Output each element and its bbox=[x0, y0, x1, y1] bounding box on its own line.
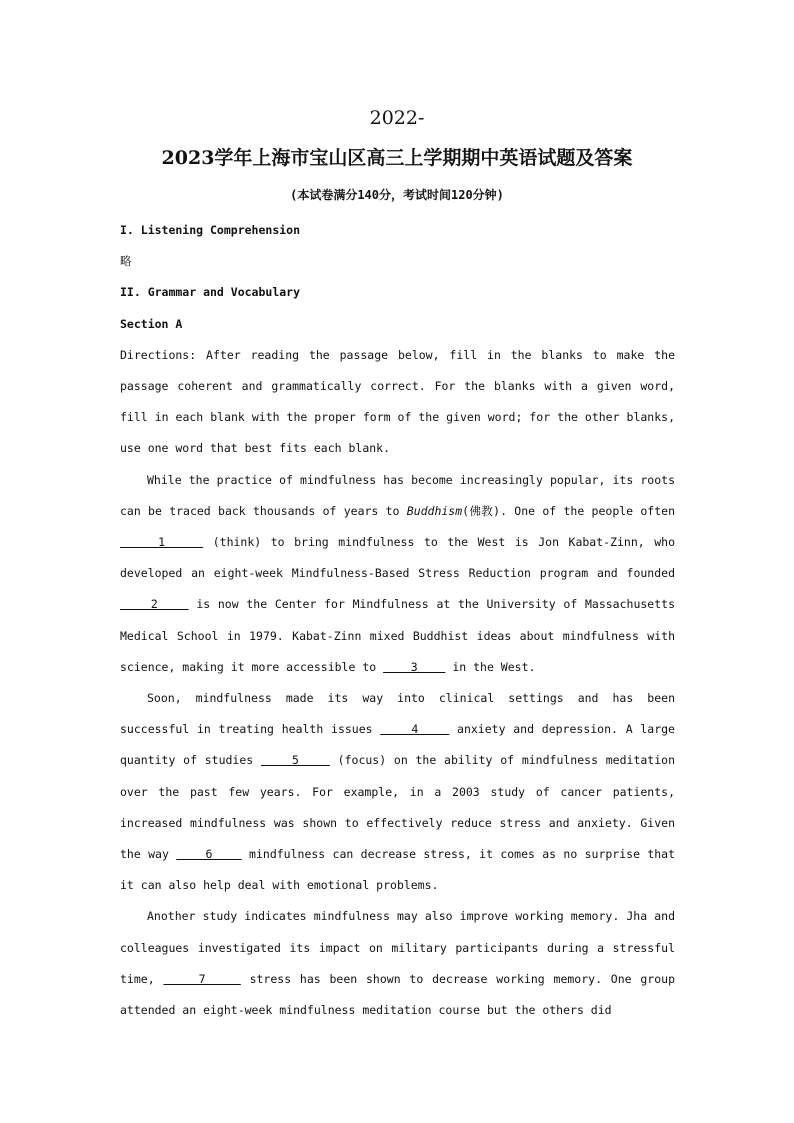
p2-text-1: Soon, mindfulness made its way into clinical settings and has been successful in treating health issues bbox=[120, 691, 675, 737]
p2-text-4: mindfulness can decrease stress, it comes as no surprise that it can also help deal with emotional problems. bbox=[120, 847, 676, 893]
p1-text-5: in the West. bbox=[445, 659, 536, 674]
section1-heading: I. Listening Comprehension bbox=[120, 223, 301, 237]
p2-text-3: (focus) on the ability of mindfulness meditation over the past few years. For example, in a 2003 study of cancer patients, increased mindfulness was shown to effectively reduce stress and anxiety. Given the way bbox=[120, 753, 675, 862]
title-line-2: 2023学年上海市宝山区高三上学期期中英语试题及答案 bbox=[161, 147, 633, 169]
passage-paragraph-1 bbox=[120, 465, 675, 683]
passage-paragraph-3 bbox=[120, 901, 675, 1026]
p3-text-2: stress has been shown to decrease working memory. One group attended an eight-week mindfulness meditation course but the others did bbox=[120, 971, 675, 1018]
document-body bbox=[120, 215, 675, 1026]
section2a-heading: Section A bbox=[120, 316, 183, 331]
exam-subtitle: (本试卷满分140分，考试时间120分钟) bbox=[290, 188, 504, 202]
directions: Directions: After reading the passage below, fill in the blanks to make the passage coherent and grammatically correct. For the blanks with a given word, fill in each blank with the proper form of the given word; for the other blanks, use one word that best fits each blank. bbox=[120, 347, 675, 456]
p3-text-1: Another study indicates mindfulness may also improve working memory. Jha and colleagues investigated its impact on military participants during a stressful time, bbox=[120, 909, 675, 986]
passage-paragraph-2 bbox=[120, 683, 675, 901]
p2-text-2: anxiety and depression. A large quantity of studies bbox=[120, 722, 675, 768]
blank-5: 5 bbox=[260, 753, 330, 768]
blank-1: 1 bbox=[120, 535, 204, 550]
section1-note: 略 bbox=[120, 254, 132, 269]
blank-7: 7 bbox=[163, 971, 241, 986]
section2-heading: II. Grammar and Vocabulary bbox=[120, 285, 301, 300]
p1-italic-term: Buddhism bbox=[406, 503, 463, 518]
title-line-1: 2022- bbox=[369, 107, 425, 129]
blank-3: 3 bbox=[383, 659, 446, 674]
p1-text-4: is now the Center for Mindfulness at the University of Massachusetts Medical School in 1979. Kabat-Zinn mixed Buddhist ideas about mindfulness with science, making it more accessible to bbox=[120, 597, 675, 674]
blank-6: 6 bbox=[176, 847, 242, 862]
p1-text-1: While the practice of mindfulness has become increasingly popular, its roots can be traced back thousands of years to bbox=[120, 472, 675, 518]
blank-2: 2 bbox=[120, 597, 189, 612]
p1-text-3: (think) to bring mindfulness to the West is Jon Kabat-Zinn, who developed an eight-week Mindfulness-Based Stress Reduction program and founded bbox=[120, 535, 675, 581]
p1-text-2: (佛教). One of the people often bbox=[462, 503, 675, 518]
blank-4: 4 bbox=[380, 722, 450, 737]
